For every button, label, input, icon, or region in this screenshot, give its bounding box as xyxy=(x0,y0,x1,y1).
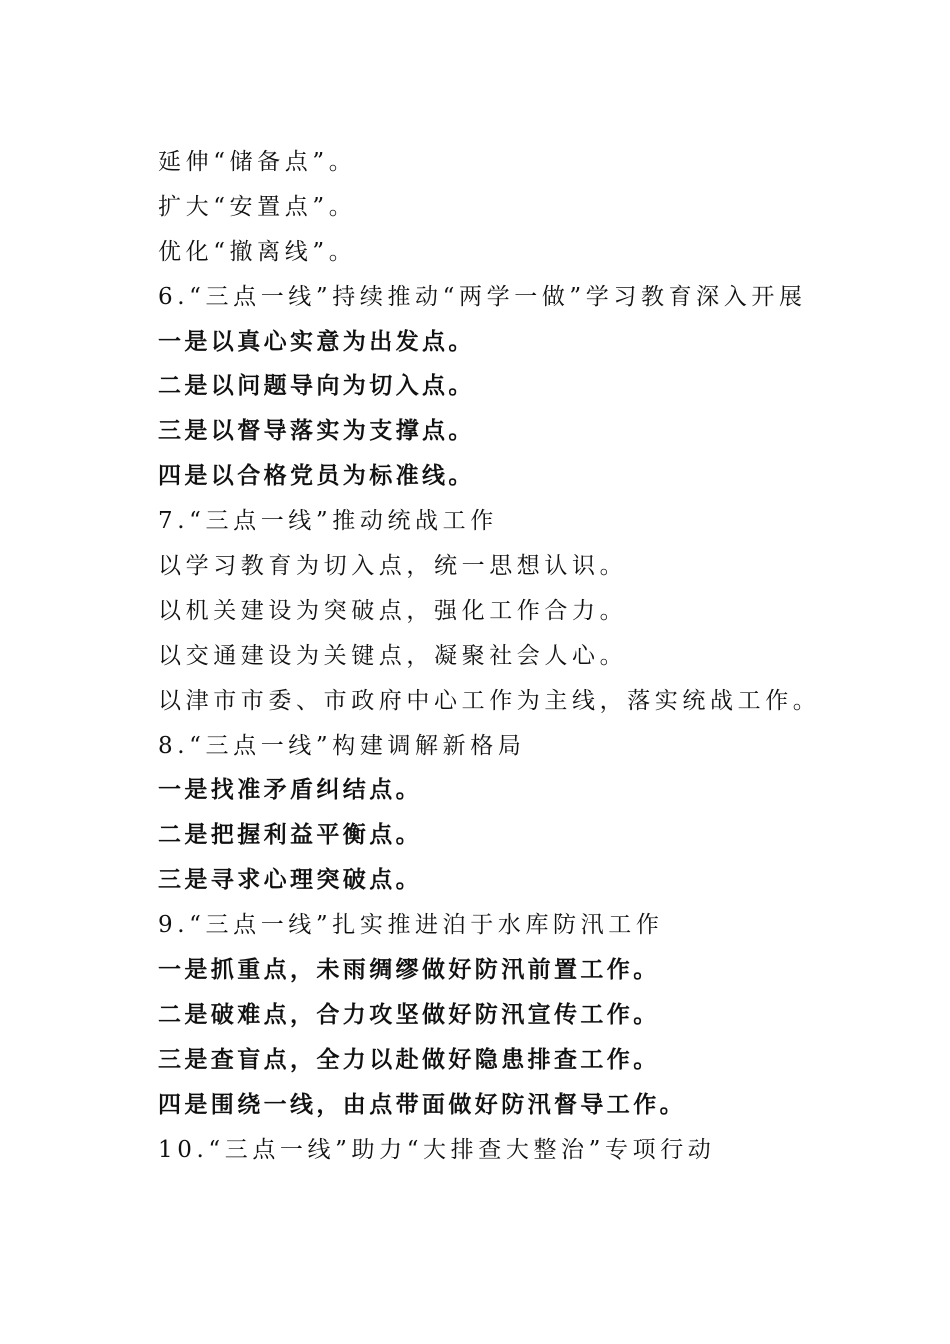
list-item: 四是以合格党员为标准线。 xyxy=(158,463,475,490)
list-item: 三是以督导落实为支撑点。 xyxy=(158,418,475,445)
list-item: 一是以真心实意为出发点。 xyxy=(158,328,475,355)
text-line: 以学习教育为切入点，统一思想认识。 xyxy=(158,553,628,580)
section-heading-8: 8.“三点一线”构建调解新格局 xyxy=(158,732,526,759)
list-item: 一是找准矛盾纠结点。 xyxy=(158,777,422,804)
section-heading-9: 9.“三点一线”扎实推进泊于水库防汛工作 xyxy=(158,912,664,939)
list-item: 一是抓重点，未雨绸缪做好防汛前置工作。 xyxy=(158,957,660,984)
text-line: 以机关建设为突破点，强化工作合力。 xyxy=(158,597,628,624)
text-line: 以交通建设为关键点，凝聚社会人心。 xyxy=(158,642,628,669)
section-heading-10: 10.“三点一线”助力“大排查大整治”专项行动 xyxy=(158,1136,716,1163)
document-body xyxy=(158,140,858,1172)
list-item: 四是围绕一线，由点带面做好防汛督导工作。 xyxy=(158,1091,686,1118)
list-item: 三是寻求心理突破点。 xyxy=(158,867,422,894)
list-item: 三是查盲点，全力以赴做好隐患排查工作。 xyxy=(158,1046,660,1073)
list-item: 二是以问题导向为切入点。 xyxy=(158,373,475,400)
text-line: 以津市市委、市政府中心工作为主线，落实统战工作。 xyxy=(158,687,821,714)
section-heading-7: 7.“三点一线”推动统战工作 xyxy=(158,508,498,535)
text-line: 延伸“储备点”。 xyxy=(158,149,357,175)
section-heading-6: 6.“三点一线”持续推动“两学一做”学习教育深入开展 xyxy=(158,283,807,310)
list-item: 二是把握利益平衡点。 xyxy=(158,822,422,849)
list-item: 二是破难点，合力攻坚做好防汛宣传工作。 xyxy=(158,1001,660,1028)
text-line: 优化“撤离线”。 xyxy=(158,238,357,265)
text-line: 扩大“安置点”。 xyxy=(158,193,357,220)
